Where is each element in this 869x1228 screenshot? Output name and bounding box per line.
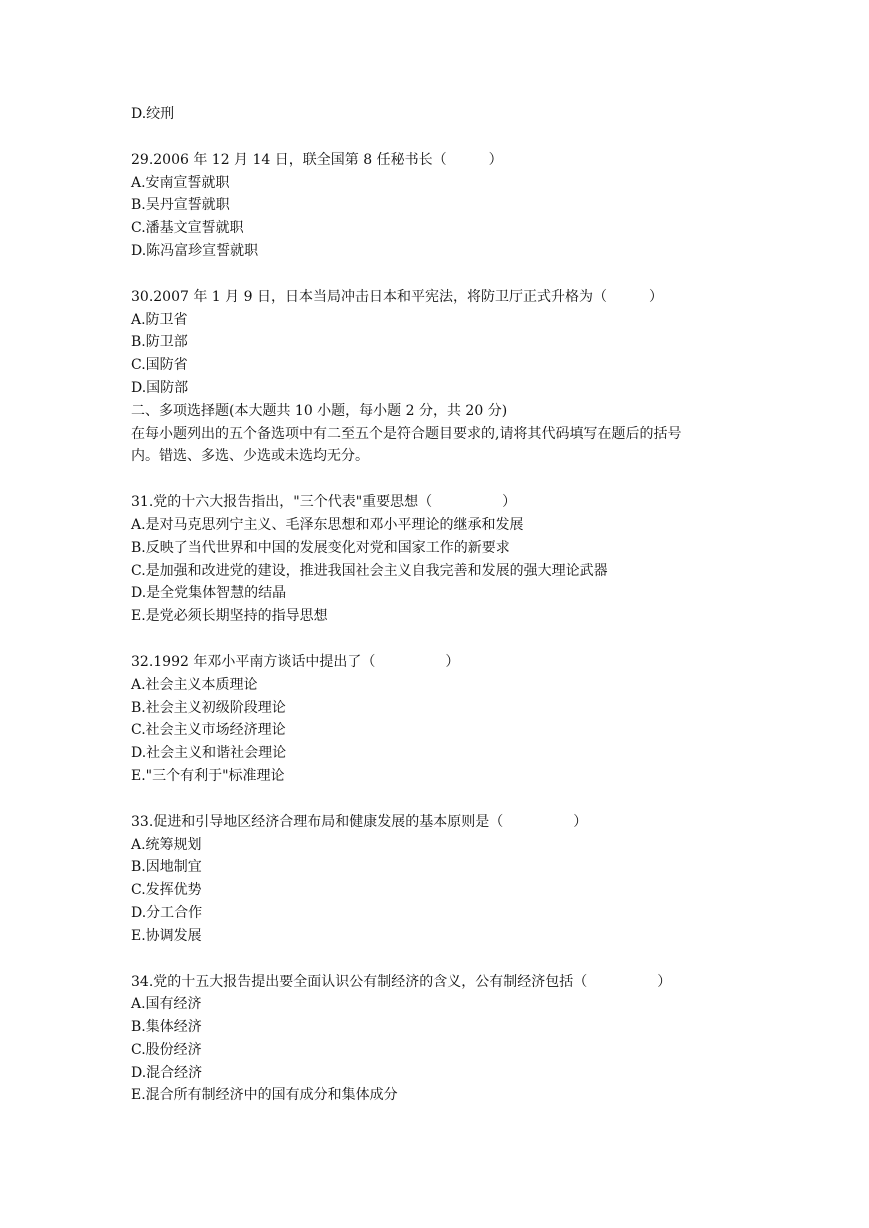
section-2-header xyxy=(131,400,771,468)
q31-option-a: A.是对马克思列宁主义、毛泽东思想和邓小平理论的继承和发展 xyxy=(131,516,524,533)
question-32 xyxy=(131,651,771,788)
q33-option-b: B.因地制宜 xyxy=(131,859,202,876)
section-2-heading: 二、多项选择题(本大题共 10 小题，每小题 2 分，共 20 分) xyxy=(131,402,508,419)
q29-option-b: B.吴丹宣誓就职 xyxy=(131,197,230,214)
q31-option-d: D.是全党集体智慧的结晶 xyxy=(131,585,287,602)
q32-option-c: C.社会主义市场经济理论 xyxy=(131,722,286,739)
q32-option-b: B.社会主义初级阶段理论 xyxy=(131,699,286,716)
q31-option-e: E.是党必须长期坚持的指导思想 xyxy=(131,608,328,625)
spacer xyxy=(131,263,771,286)
q30-option-c: C.国防省 xyxy=(131,357,188,374)
q34-option-b: B.集体经济 xyxy=(131,1019,202,1036)
q34-option-d: D.混合经济 xyxy=(131,1064,203,1081)
spacer xyxy=(131,468,771,491)
q33-option-d: D.分工合作 xyxy=(131,904,203,921)
question-30 xyxy=(131,286,771,400)
q33-option-e: E.协调发展 xyxy=(131,927,202,944)
q34-option-a: A.国有经济 xyxy=(131,996,202,1013)
q28-option-d: D.绞刑 xyxy=(131,106,175,122)
exam-page xyxy=(131,103,771,1107)
q34-option-c: C.股份经济 xyxy=(131,1041,202,1058)
q34-option-e: E.混合所有制经济中的国有成分和集体成分 xyxy=(131,1087,398,1104)
spacer xyxy=(131,126,771,149)
q31-option-c: C.是加强和改进党的建设，推进我国社会主义自我完善和发展的强大理论武器 xyxy=(131,562,608,579)
q32-option-a: A.社会主义本质理论 xyxy=(131,676,258,693)
q33-option-c: C.发挥优势 xyxy=(131,882,202,899)
spacer xyxy=(131,948,771,971)
q32-option-e: E."三个有利于"标准理论 xyxy=(131,767,285,784)
question-33 xyxy=(131,811,771,948)
q30-option-a: A.防卫省 xyxy=(131,311,188,328)
q30-option-b: B.防卫部 xyxy=(131,334,188,351)
section-2-instruction-1: 在每小题列出的五个备选项中有二至五个是符合题目要求的,请将其代码填写在题后的括号 xyxy=(131,425,682,442)
q30-stem: 30.2007 年 1 月 9 日，日本当局冲击日本和平宪法，将防卫厅正式升格为（ ） xyxy=(131,288,663,305)
question-31 xyxy=(131,491,771,628)
q33-stem: 33.促进和引导地区经济合理布局和健康发展的基本原则是（ ） xyxy=(131,813,588,830)
question-29 xyxy=(131,149,771,263)
q30-option-d: D.国防部 xyxy=(131,379,189,396)
q31-stem: 31.党的十六大报告指出，"三个代表"重要思想（ ） xyxy=(131,494,517,511)
q32-option-d: D.社会主义和谐社会理论 xyxy=(131,745,287,762)
q29-option-d: D.陈冯富珍宣誓就职 xyxy=(131,242,259,259)
q29-stem: 29.2006 年 12 月 14 日，联全国第 8 任秘书长（ ） xyxy=(131,151,503,168)
q32-stem: 32.1992 年邓小平南方谈话中提出了（ ） xyxy=(131,653,460,670)
section-2-instruction-2: 内。错选、多选、少选或未选均无分。 xyxy=(131,448,369,465)
question-34 xyxy=(131,971,771,1108)
q29-option-a: A.安南宣誓就职 xyxy=(131,174,230,191)
q33-option-a: A.统筹规划 xyxy=(131,836,202,853)
q29-option-c: C.潘基文宣誓就职 xyxy=(131,220,244,237)
q34-stem: 34.党的十五大报告提出要全面认识公有制经济的含义，公有制经济包括（ ） xyxy=(131,973,672,990)
spacer xyxy=(131,628,771,651)
spacer xyxy=(131,788,771,811)
q31-option-b: B.反映了当代世界和中国的发展变化对党和国家工作的新要求 xyxy=(131,539,510,556)
